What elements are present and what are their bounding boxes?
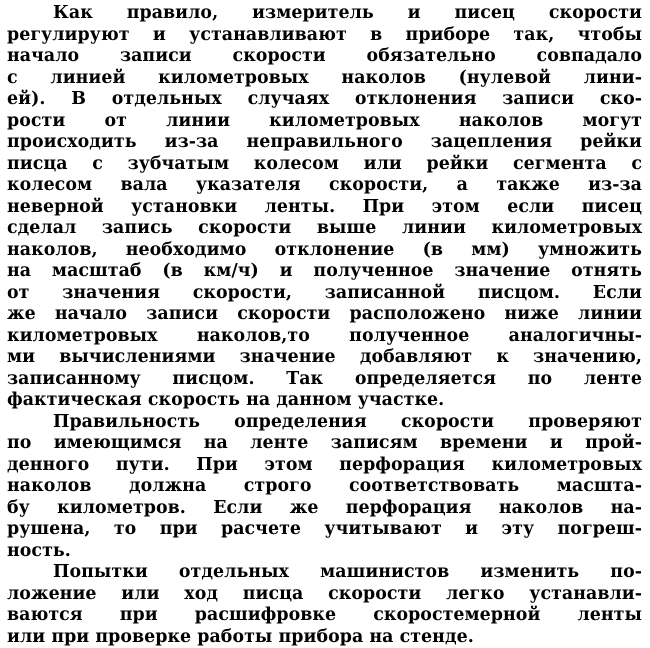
text-line: регулируют и устанавливают в приборе так, чтобы bbox=[7, 25, 642, 47]
text-line: сделал запись скорости выше линии километровых bbox=[7, 218, 642, 240]
paragraph-tampering-detection bbox=[7, 562, 642, 648]
text-line: Правильность определения скорости проверяют bbox=[7, 412, 642, 434]
text-line: от значения скорости, записанной писцом. Если bbox=[7, 283, 642, 305]
text-line: писца с зубчатым колесом или рейки сегмента с bbox=[7, 154, 642, 176]
text-line: наколов, необходимо отклонение (в мм) умножить bbox=[7, 240, 642, 262]
text-line: денного пути. При этом перфорация километровых bbox=[7, 455, 642, 477]
text-line: ваются при расшифровке скоростемерной ленты bbox=[7, 605, 642, 627]
text-line: километровых наколов,то полученное аналогичны- bbox=[7, 326, 642, 348]
text-line: бу километров. Если же перфорация наколов на- bbox=[7, 498, 642, 520]
text-line: неверной установки ленты. При этом если писец bbox=[7, 197, 642, 219]
text-line: ей). В отдельных случаях отклонения записи ско- bbox=[7, 89, 642, 111]
text-line: же начало записи скорости расположено ниже линии bbox=[7, 304, 642, 326]
text-line: ложение или ход писца скорости легко устанавли- bbox=[7, 584, 642, 606]
text-line: или при проверке работы прибора на стенде. bbox=[7, 627, 642, 648]
text-line: Попытки отдельных машинистов изменить по- bbox=[7, 562, 642, 584]
text-line: рости от линии километровых наколов могут bbox=[7, 111, 642, 133]
text-line: фактическая скорость на данном участке. bbox=[7, 390, 642, 412]
paragraph-speed-recorder-calibration bbox=[7, 3, 642, 412]
text-line: начало записи скорости обязательно совпадало bbox=[7, 46, 642, 68]
text-line: на масштаб (в км/ч) и полученное значение отнять bbox=[7, 261, 642, 283]
text-line: колесом вала указателя скорости, а также из-за bbox=[7, 175, 642, 197]
text-line: с линией километровых наколов (нулевой лини- bbox=[7, 68, 642, 90]
paragraph-speed-verification bbox=[7, 412, 642, 563]
text-line: по имеющимся на ленте записям времени и прой- bbox=[7, 433, 642, 455]
text-line: наколов должна строго соответствовать масшта- bbox=[7, 476, 642, 498]
text-line: рушена, то при расчете учитывают и эту погреш- bbox=[7, 519, 642, 541]
text-line: ми вычислениями значение добавляют к значению, bbox=[7, 347, 642, 369]
text-line: происходить из-за неправильного зацепления рейки bbox=[7, 132, 642, 154]
text-line: Как правило, измеритель и писец скорости bbox=[7, 3, 642, 25]
text-line: записанному писцом. Так определяется по ленте bbox=[7, 369, 642, 391]
text-line: ность. bbox=[7, 541, 642, 563]
